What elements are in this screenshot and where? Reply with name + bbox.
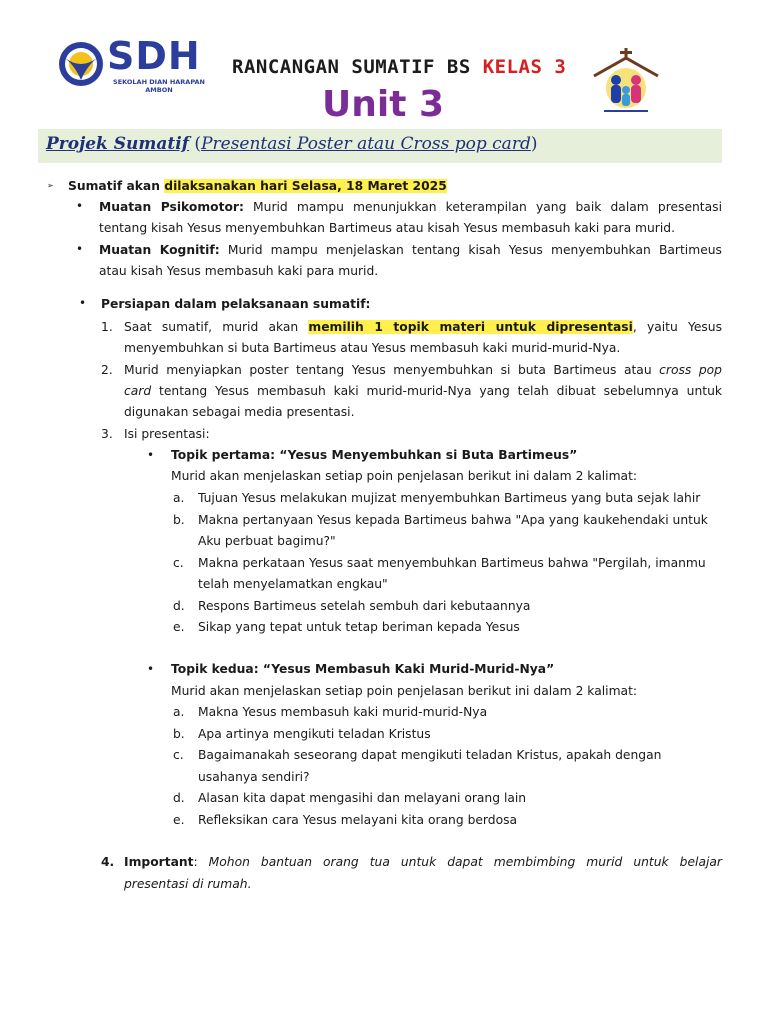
topic-item: Aku perbuat bagimu?" [198,534,336,548]
item-text: tentang Yesus membasuh kaki murid-murid-Nya yang telah dibuat sebelumnya untuk [151,384,722,398]
topic-item: Refleksikan cara Yesus melayani kita orang berdosa [198,813,518,827]
intro-date-highlight: dilaksanakan hari Selasa, 18 Maret 2025 [164,179,447,193]
topic-item: telah menyelamatkan engkau" [198,577,388,591]
intro-prefix: Sumatif akan [68,179,165,193]
important-text: presentasi di rumah. [124,877,252,891]
document-title [232,56,566,78]
item-text: Saat sumatif, murid akan [124,320,309,334]
school-name-line1: SEKOLAH DIAN HARAPAN [113,78,205,86]
muatan-text: Murid mampu menjelaskan tentang kisah Yesus menyembuhkan Bartimeus [227,243,722,257]
topic-item: Makna Yesus membasuh kaki murid-murid-Nya [198,705,488,719]
topic-item: Alasan kita dapat mengasihi dan melayani orang lain [198,791,527,805]
bullet-icon: • [76,242,84,256]
topic-highlight: memilih 1 topik materi untuk dipresentasi [308,320,633,334]
section-heading [46,134,537,154]
item-italic: cross pop [659,363,722,377]
muatan-text: tentang kisah Yesus menyembuhkan Bartimeus atau kisah Yesus membasuh kaki para murid. [99,221,675,235]
muatan-kognitif [99,240,722,261]
unit-title: Unit 3 [322,84,444,125]
persiapan-item2 [124,360,722,381]
item-text: menyembuhkan si buta Bartimeus atau Yesus membasuh kaki murid-murid-Nya. [124,341,621,355]
list-letter: e. [173,620,185,634]
paren-open: ( [194,134,202,154]
list-letter: d. [173,599,185,613]
bullet-icon: • [147,662,155,676]
muatan-psikomotor [99,197,722,218]
school-name [109,78,209,94]
topic-item: Makna pertanyaan Yesus kepada Bartimeus bahwa "Apa yang kaukehendaki untuk [198,513,708,527]
list-letter: b. [173,513,185,527]
section-subtitle: Presentasi Poster atau Cross pop card [201,134,531,154]
important-colon: : [193,855,198,869]
bullet-icon: • [79,296,87,310]
intro-line [68,176,447,197]
topic2-heading: Topik kedua: “Yesus Membasuh Kaki Murid-Murid-Nya” [171,662,555,676]
bullet-icon: • [76,199,84,213]
list-letter: a. [173,491,185,505]
list-number: 3. [101,427,113,441]
list-letter: a. [173,705,185,719]
school-logo [57,34,209,100]
school-name-line2: AMBON [145,86,173,94]
list-letter: c. [173,748,184,762]
list-letter: d. [173,791,185,805]
list-number: 2. [101,363,113,377]
persiapan-item2-line2 [124,381,722,402]
topic-item: Sikap yang tepat untuk tetap beriman kepada Yesus [198,620,520,634]
topic-item: Tujuan Yesus melakukan mujizat menyembuhkan Bartimeus yang buta sejak lahir [198,491,701,505]
topic-item: Respons Bartimeus setelah sembuh dari kebutaannya [198,599,531,613]
paren-close: ) [530,134,538,154]
topic1-heading: Topik pertama: “Yesus Menyembuhkan si Buta Bartimeus” [171,448,578,462]
persiapan-item1 [124,317,722,338]
muatan-label: Muatan Psikomotor: [99,200,244,214]
muatan-label: Muatan Kognitif: [99,243,220,257]
important-note [124,852,722,873]
topic-item: usahanya sendiri? [198,770,310,784]
muatan-text: Murid mampu menunjukkan keterampilan yang baik dalam presentasi [253,200,722,214]
arrow-bullet-icon: ➢ [47,181,54,190]
important-label: Important [124,855,194,869]
topic-item: Makna perkataan Yesus saat menyembuhkan Bartimeus bahwa "Pergilah, imanmu [198,556,706,570]
topic-item: Bagaimanakah seseorang dapat mengikuti teladan Kristus, apakah dengan [198,748,662,762]
important-text: Mohon bantuan orang tua untuk dapat membimbing murid untuk belajar [197,855,722,869]
item-text: digunakan sebagai media presentasi. [124,405,355,419]
item-italic: card [124,384,152,398]
bullet-icon: • [147,448,155,462]
church-family-logo-icon [590,48,662,118]
school-abbr: SDH [107,34,201,78]
title-class: KELAS 3 [482,56,567,78]
list-letter: e. [173,813,185,827]
section-title: Projek Sumatif [46,134,190,154]
muatan-text: atau kisah Yesus membasuh kaki para murid. [99,264,379,278]
item-text: , yaitu Yesus [632,320,723,334]
item-text: Isi presentasi: [124,427,210,441]
topic-item: Apa artinya mengikuti teladan Kristus [198,727,431,741]
item-text: Murid menyiapkan poster tentang Yesus menyembuhkan si buta Bartimeus atau [124,363,660,377]
list-letter: b. [173,727,185,741]
topic-intro: Murid akan menjelaskan setiap poin penjelasan berikut ini dalam 2 kalimat: [171,469,638,483]
list-number: 4. [101,855,115,869]
title-main: RANCANGAN SUMATIF BS [232,56,483,78]
topic-intro: Murid akan menjelaskan setiap poin penjelasan berikut ini dalam 2 kalimat: [171,684,638,698]
sdh-emblem-icon [57,40,105,88]
list-number: 1. [101,320,113,334]
list-letter: c. [173,556,184,570]
persiapan-heading: Persiapan dalam pelaksanaan sumatif: [101,297,371,311]
